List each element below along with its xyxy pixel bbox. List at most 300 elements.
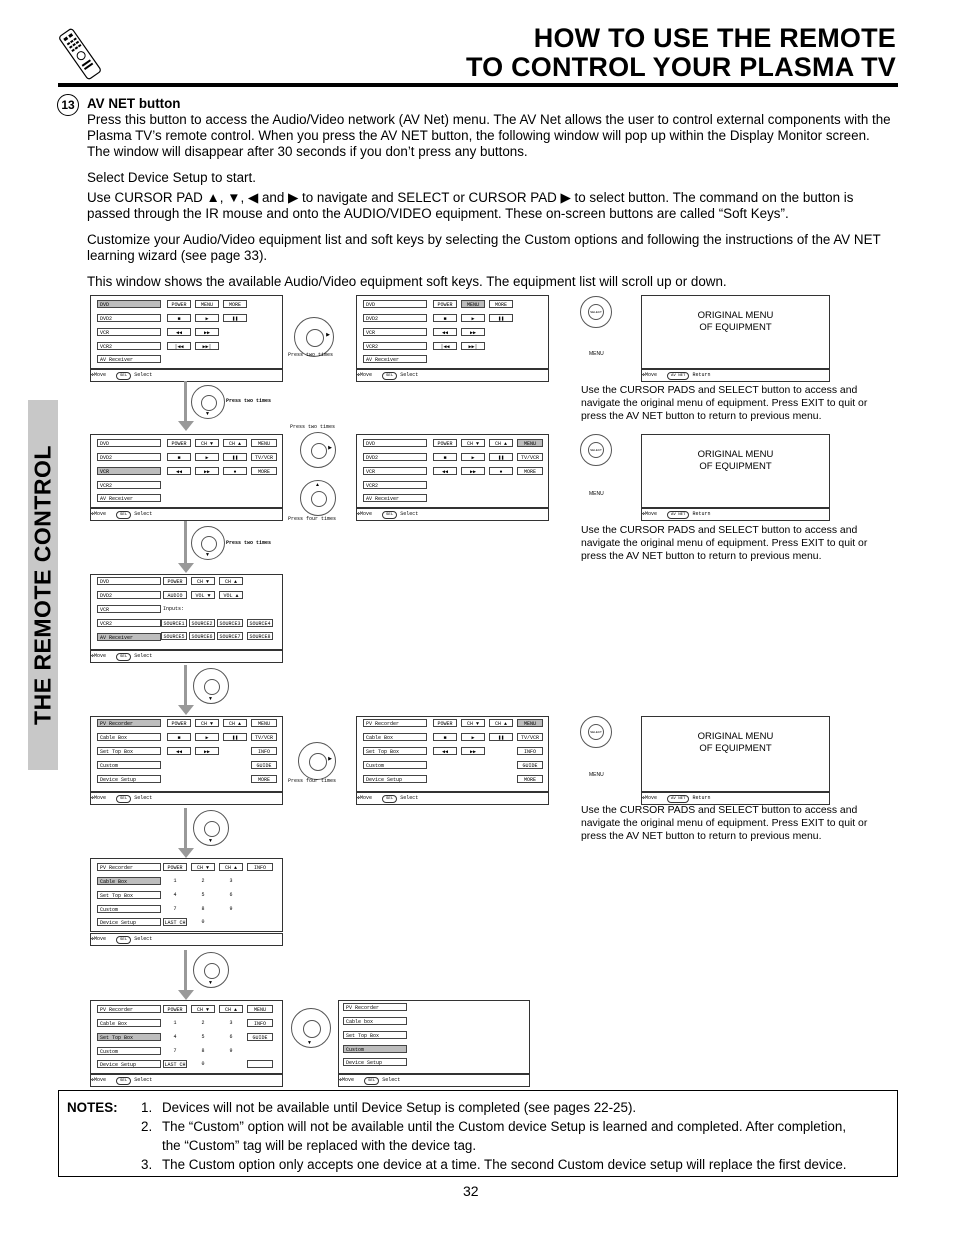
device-row[interactable] xyxy=(97,1047,161,1055)
return-label: Return xyxy=(692,511,711,517)
screen-9-footer: ✥Move SEL Select xyxy=(90,1074,283,1087)
ch-up-softkey[interactable]: CH ▲ xyxy=(219,577,243,585)
flow-arrow xyxy=(178,563,194,573)
note-1-text: Devices will not be available until Device Setup is completed (see pages 22-25). xyxy=(162,1100,637,1115)
device-row[interactable] xyxy=(97,918,161,926)
para-5: This window shows the available Audio/Video equipment soft keys. The equipment list will scroll up or down. xyxy=(87,274,727,289)
guide-softkey[interactable]: GUIDE xyxy=(247,1033,273,1041)
device-row[interactable] xyxy=(97,761,161,769)
number-7-softkey[interactable]: 7 xyxy=(173,1048,177,1054)
device-label: AV Receiver xyxy=(366,357,400,363)
device-label: Device Setup xyxy=(100,777,137,783)
menu-softkey[interactable]: MENU xyxy=(251,439,277,447)
last-ch-softkey[interactable]: LAST CH xyxy=(164,1062,186,1068)
device-row[interactable] xyxy=(343,1003,407,1011)
avnet-key: AV NET xyxy=(667,372,689,380)
info-softkey[interactable]: INFO xyxy=(517,747,543,755)
tvvcr-softkey[interactable]: TV/VCR xyxy=(517,453,543,461)
screen-8-footer: ✥Move SEL Select xyxy=(90,933,283,946)
sel-key: SEL xyxy=(382,372,397,380)
press-two-times-label: Press two times xyxy=(226,398,272,404)
device-row[interactable] xyxy=(97,314,161,322)
select-button-label: SELECT xyxy=(588,442,604,458)
last-ch-softkey[interactable]: LAST CH xyxy=(164,920,186,926)
ffwd-softkey[interactable]: ▶▶ xyxy=(195,467,219,475)
move-label: Move xyxy=(645,795,658,801)
device-row[interactable] xyxy=(363,355,427,363)
pause-softkey[interactable]: ❚❚ xyxy=(223,453,247,461)
device-label: Device Setup xyxy=(346,1060,383,1066)
original-menu-label: ORIGINAL MENU xyxy=(697,310,774,321)
ch-down-softkey[interactable]: CH ▼ xyxy=(461,439,485,447)
side-tab xyxy=(28,400,58,770)
rewind-softkey[interactable]: ◀◀ xyxy=(167,328,191,336)
ch-down-softkey[interactable]: CH ▼ xyxy=(195,719,219,727)
power-softkey[interactable]: POWER xyxy=(167,300,191,308)
blank-softkey[interactable] xyxy=(247,1060,273,1068)
device-row[interactable] xyxy=(97,453,161,461)
source7-softkey[interactable]: SOURCE7 xyxy=(217,632,243,640)
power-softkey[interactable]: POWER xyxy=(163,1005,187,1013)
cursor-note-3: Use the CURSOR PADS and SELECT button to access and navigate the original menu of equipment. Press EXIT to quit or press the AV NET button to return to previous menu. xyxy=(581,805,868,842)
rewind-softkey[interactable]: ◀◀ xyxy=(433,747,457,755)
device-label: Cable Box xyxy=(100,1021,128,1027)
screen-6 xyxy=(90,716,283,792)
device-row[interactable] xyxy=(363,775,427,783)
select-label: Select xyxy=(134,1077,153,1083)
play-softkey[interactable]: ▶ xyxy=(195,733,219,741)
flow-arrow xyxy=(178,990,194,1000)
vol-down-softkey[interactable]: VOL ▼ xyxy=(191,591,215,599)
cursor-note-2: Use the CURSOR PADS and SELECT button to access and navigate the original menu of equipment. Press EXIT to quit or press the AV NET button to return to previous menu. xyxy=(581,525,868,562)
audio-softkey[interactable]: AUDIO xyxy=(163,591,187,599)
move-label: Move xyxy=(360,795,373,801)
more-softkey[interactable]: MORE xyxy=(489,300,513,308)
cursor-pad: ▶ xyxy=(294,317,334,357)
ch-up-softkey[interactable]: CH ▲ xyxy=(489,719,513,727)
device-label: Set Top Box xyxy=(100,749,134,755)
sel-key: SEL xyxy=(116,511,131,519)
device-label: VCR2 xyxy=(100,483,113,489)
screen-1 xyxy=(90,295,283,369)
device-row[interactable] xyxy=(97,747,161,755)
device-label: PV Recorder xyxy=(366,721,400,727)
of-equipment-label: OF EQUIPMENT xyxy=(699,461,772,472)
device-row[interactable] xyxy=(363,439,427,447)
ch-up-softkey[interactable]: CH ▲ xyxy=(219,1005,243,1013)
next-softkey[interactable]: ▶▶| xyxy=(461,342,485,350)
original-menu-label: ORIGINAL MENU xyxy=(697,731,774,742)
device-row[interactable] xyxy=(343,1031,407,1039)
device-label: VCR xyxy=(100,330,110,336)
device-row[interactable] xyxy=(97,577,161,585)
cursor-pad: ▼ xyxy=(191,526,225,560)
move-label: Move xyxy=(360,372,373,378)
pause-softkey[interactable]: ❚❚ xyxy=(489,314,513,322)
sel-key: SEL xyxy=(116,653,131,661)
device-label: DVD xyxy=(366,441,376,447)
note-2-text-a: The “Custom” option will not be available until the Custom device Setup is learned and completed. After completion, xyxy=(162,1119,847,1134)
device-row[interactable] xyxy=(97,328,161,336)
play-softkey[interactable]: ▶ xyxy=(195,453,219,461)
device-label: DVD xyxy=(100,302,110,308)
prev-softkey[interactable]: |◀◀ xyxy=(433,342,457,350)
next-softkey[interactable]: ▶▶| xyxy=(195,342,219,350)
move-label: Move xyxy=(94,511,107,517)
page-number: 32 xyxy=(463,1183,479,1199)
ffwd-softkey[interactable]: ▶▶ xyxy=(195,328,219,336)
source5-softkey[interactable]: SOURCE5 xyxy=(161,632,187,640)
info-softkey[interactable]: INFO xyxy=(247,863,273,871)
more-softkey[interactable]: MORE xyxy=(517,775,543,783)
device-row[interactable] xyxy=(97,1005,161,1013)
ffwd-softkey[interactable]: ▶▶ xyxy=(195,747,219,755)
sel-key: SEL xyxy=(116,795,131,803)
flow-arrow xyxy=(178,848,194,858)
device-row[interactable] xyxy=(97,633,161,641)
power-softkey[interactable]: POWER xyxy=(167,719,191,727)
note-3-number: 3. xyxy=(141,1157,153,1172)
more-softkey[interactable]: MORE xyxy=(251,467,277,475)
number-1-softkey[interactable]: 1 xyxy=(173,878,177,884)
cursor-pad: ▼ xyxy=(193,952,229,988)
power-softkey[interactable]: POWER xyxy=(433,300,457,308)
device-label: AV Receiver xyxy=(100,635,134,641)
ch-up-softkey[interactable]: CH ▲ xyxy=(223,719,247,727)
select-label: Select xyxy=(134,936,153,942)
device-row[interactable] xyxy=(363,733,427,741)
device-row[interactable] xyxy=(97,863,161,871)
note-1-number: 1. xyxy=(141,1100,153,1115)
power-softkey[interactable]: POWER xyxy=(163,577,187,585)
device-label: Cable Box xyxy=(100,735,128,741)
flow-line xyxy=(184,950,187,992)
move-label: Move xyxy=(94,795,107,801)
more-softkey[interactable]: MORE xyxy=(223,300,247,308)
device-row[interactable] xyxy=(97,481,161,489)
more-softkey[interactable]: MORE xyxy=(517,467,543,475)
device-label: AV Receiver xyxy=(100,357,134,363)
device-label: VCR xyxy=(100,607,110,613)
select-label: Select xyxy=(134,372,153,378)
select-label: Select xyxy=(400,372,419,378)
device-label: Cable Box xyxy=(100,879,128,885)
info-softkey[interactable]: INFO xyxy=(247,1019,273,1027)
device-row[interactable] xyxy=(363,328,427,336)
rewind-softkey[interactable]: ◀◀ xyxy=(167,747,191,755)
original-menu-footer: ✥Move AV NET Return xyxy=(641,508,830,521)
ch-down-softkey[interactable]: CH ▼ xyxy=(191,1005,215,1013)
device-row[interactable] xyxy=(363,481,427,489)
device-label: VCR2 xyxy=(100,344,113,350)
move-label: Move xyxy=(94,372,107,378)
screen-8 xyxy=(90,858,283,932)
device-label: Set Top Box xyxy=(100,893,134,899)
ffwd-softkey[interactable]: ▶▶ xyxy=(461,747,485,755)
device-row[interactable] xyxy=(97,342,161,350)
pause-softkey[interactable]: ❚❚ xyxy=(489,733,513,741)
stop-softkey[interactable]: ■ xyxy=(433,453,457,461)
source2-softkey[interactable]: SOURCE2 xyxy=(189,619,215,627)
return-label: Return xyxy=(692,795,711,801)
stop-softkey[interactable]: ■ xyxy=(167,314,191,322)
play-softkey[interactable]: ▶ xyxy=(461,314,485,322)
menu-softkey[interactable]: MENU xyxy=(251,719,277,727)
rewind-softkey[interactable]: ◀◀ xyxy=(167,467,191,475)
cursor-pad: ▶ xyxy=(300,432,336,468)
menu-button-label: MENU xyxy=(589,491,604,497)
pause-softkey[interactable]: ❚❚ xyxy=(223,733,247,741)
stop-softkey[interactable]: ■ xyxy=(433,314,457,322)
source6-softkey[interactable]: SOURCE6 xyxy=(189,632,215,640)
device-row[interactable] xyxy=(97,1019,161,1027)
select-label: Select xyxy=(400,511,419,517)
number-3-softkey[interactable]: 3 xyxy=(229,1020,233,1026)
play-softkey[interactable]: ▶ xyxy=(195,314,219,322)
device-label: DVD xyxy=(100,579,110,585)
ffwd-softkey[interactable]: ▶▶ xyxy=(461,328,485,336)
select-button-label: SELECT xyxy=(588,724,604,740)
device-row[interactable] xyxy=(363,314,427,322)
device-label: PV Recorder xyxy=(346,1005,380,1011)
screen-1-footer: ✥Move SEL Select xyxy=(90,369,283,382)
inputs-label: Inputs: xyxy=(163,606,185,612)
avnet-key: AV NET xyxy=(667,511,689,519)
device-label: Set Top Box xyxy=(100,1035,134,1041)
device-row[interactable] xyxy=(97,905,161,913)
press-four-times-label: Press four times xyxy=(288,778,337,784)
sel-key: SEL xyxy=(116,936,131,944)
device-row[interactable] xyxy=(97,619,161,627)
device-label: PV Recorder xyxy=(100,721,134,727)
press-two-times-label: Press two times xyxy=(226,540,272,546)
number-1-softkey[interactable]: 1 xyxy=(173,1020,177,1026)
device-row[interactable] xyxy=(97,605,161,613)
cursor-pad: ▶ xyxy=(298,742,336,780)
press-four-times-label: Press four times xyxy=(288,516,337,522)
stop-softkey[interactable]: ■ xyxy=(167,453,191,461)
device-row[interactable] xyxy=(97,467,161,475)
rewind-softkey[interactable]: ◀◀ xyxy=(433,467,457,475)
cursor-pad: ▼ xyxy=(191,385,225,419)
device-row[interactable] xyxy=(363,747,427,755)
info-softkey[interactable]: INFO xyxy=(251,747,277,755)
device-label: VCR2 xyxy=(100,621,113,627)
device-row[interactable] xyxy=(363,342,427,350)
device-row[interactable] xyxy=(97,591,161,599)
select-button-icon xyxy=(580,296,612,328)
press-two-times-label: Press two times xyxy=(290,424,336,430)
more-softkey[interactable]: MORE xyxy=(251,775,277,783)
screen-9 xyxy=(90,1000,283,1074)
power-softkey[interactable]: POWER xyxy=(433,439,457,447)
device-label: Set Top Box xyxy=(366,749,400,755)
device-row[interactable] xyxy=(97,439,161,447)
sel-key: SEL xyxy=(382,511,397,519)
screen-10-footer: ✥Move SEL Select xyxy=(338,1074,530,1087)
move-label: Move xyxy=(94,1077,107,1083)
stop-softkey[interactable]: ■ xyxy=(433,733,457,741)
power-softkey[interactable]: POWER xyxy=(163,863,187,871)
cursor-pad: ▼ xyxy=(193,810,229,846)
flow-arrow xyxy=(178,421,194,431)
ch-up-softkey[interactable]: CH ▲ xyxy=(223,439,247,447)
section-intro xyxy=(87,96,895,160)
screen-4-footer: ✥Move SEL Select xyxy=(356,508,549,521)
number-4-softkey[interactable]: 4 xyxy=(173,1034,177,1040)
flow-line xyxy=(184,521,187,565)
para-1: Press this button to access the Audio/Video network (AV Net) menu. The AV Net allows the user to control external components with the Plasma TV’s remote control. When you press the AV NET button, the following window will pop up within the Display Monitor screen. The window will disappear after 30 seconds if you don’t press any buttons. xyxy=(87,112,891,159)
cursor-pad: ▼ xyxy=(291,1008,331,1048)
device-label: VCR xyxy=(366,330,376,336)
number-2-softkey[interactable]: 2 xyxy=(201,1020,205,1026)
number-6-softkey[interactable]: 6 xyxy=(229,892,233,898)
screen-2 xyxy=(356,295,549,369)
number-3-softkey[interactable]: 3 xyxy=(229,878,233,884)
device-row[interactable] xyxy=(97,300,161,308)
device-row[interactable] xyxy=(363,719,427,727)
number-4-softkey[interactable]: 4 xyxy=(173,892,177,898)
menu-button-label: MENU xyxy=(589,351,604,357)
select-button-icon xyxy=(580,716,612,748)
ch-down-softkey[interactable]: CH ▼ xyxy=(461,719,485,727)
device-row[interactable] xyxy=(363,494,427,502)
number-2-softkey[interactable]: 2 xyxy=(201,878,205,884)
number-0-softkey[interactable]: 0 xyxy=(201,919,205,925)
ch-down-softkey[interactable]: CH ▼ xyxy=(195,439,219,447)
device-row[interactable] xyxy=(97,1060,161,1068)
device-label: VCR2 xyxy=(366,344,379,350)
select-label: Select xyxy=(134,795,153,801)
number-5-softkey[interactable]: 5 xyxy=(201,1034,205,1040)
ch-up-softkey[interactable]: CH ▲ xyxy=(489,439,513,447)
menu-button-label: MENU xyxy=(589,772,604,778)
original-menu-panel xyxy=(641,716,830,792)
device-label: Custom xyxy=(100,907,119,913)
select-button-icon xyxy=(580,434,612,466)
device-label: Custom xyxy=(100,763,119,769)
power-softkey[interactable]: POWER xyxy=(167,439,191,447)
press-two-times-label: Press two times xyxy=(288,352,334,358)
device-row[interactable] xyxy=(343,1058,407,1066)
menu-softkey[interactable]: MENU xyxy=(517,439,543,447)
ch-up-softkey[interactable]: CH ▲ xyxy=(219,863,243,871)
power-softkey[interactable]: POWER xyxy=(433,719,457,727)
device-row[interactable] xyxy=(97,877,161,885)
device-row[interactable] xyxy=(363,300,427,308)
device-label: DVD xyxy=(366,302,376,308)
screen-3 xyxy=(90,434,283,508)
tvvcr-softkey[interactable]: TV/VCR xyxy=(251,733,277,741)
cursor-pad: ▼ xyxy=(193,668,229,704)
device-row[interactable] xyxy=(343,1017,407,1025)
of-equipment-label: OF EQUIPMENT xyxy=(699,322,772,333)
prev-softkey[interactable]: |◀◀ xyxy=(167,342,191,350)
move-label: Move xyxy=(645,372,658,378)
device-row[interactable] xyxy=(97,719,161,727)
device-row[interactable] xyxy=(97,1033,161,1041)
number-9-softkey[interactable]: 9 xyxy=(229,1048,233,1054)
stop-softkey[interactable]: ■ xyxy=(167,733,191,741)
number-8-softkey[interactable]: 8 xyxy=(201,906,205,912)
number-9-softkey[interactable]: 9 xyxy=(229,906,233,912)
number-5-softkey[interactable]: 5 xyxy=(201,892,205,898)
select-label: Select xyxy=(134,511,153,517)
device-label: DVD2 xyxy=(366,455,379,461)
device-row[interactable] xyxy=(97,891,161,899)
screen-7-footer: ✥Move SEL Select xyxy=(356,792,549,805)
device-label: DVD2 xyxy=(100,316,113,322)
title-line-2: TO CONTROL YOUR PLASMA TV xyxy=(465,52,896,82)
menu-softkey[interactable]: MENU xyxy=(461,300,485,308)
sel-key: SEL xyxy=(364,1077,379,1085)
source3-softkey[interactable]: SOURCE3 xyxy=(217,619,243,627)
number-0-softkey[interactable]: 0 xyxy=(201,1061,205,1067)
ffwd-softkey[interactable]: ▶▶ xyxy=(461,467,485,475)
tvvcr-softkey[interactable]: TV/VCR xyxy=(517,733,543,741)
select-label: Select xyxy=(382,1077,401,1083)
device-row[interactable] xyxy=(97,355,161,363)
menu-softkey[interactable]: MENU xyxy=(247,1005,273,1013)
guide-softkey[interactable]: GUIDE xyxy=(251,761,277,769)
device-label: DVD2 xyxy=(366,316,379,322)
device-row[interactable] xyxy=(363,467,427,475)
flow-line xyxy=(184,808,187,850)
select-label: Select xyxy=(134,653,153,659)
source8-softkey[interactable]: SOURCE8 xyxy=(247,632,273,640)
device-row[interactable] xyxy=(97,494,161,502)
device-label: Cable Box xyxy=(366,735,394,741)
screen-3-footer: ✥Move SEL Select xyxy=(90,508,283,521)
record-softkey[interactable]: ● xyxy=(223,467,247,475)
ch-down-softkey[interactable]: CH ▼ xyxy=(191,577,215,585)
screen-5 xyxy=(90,574,283,650)
device-label: VCR2 xyxy=(366,483,379,489)
vol-up-softkey[interactable]: VOL ▲ xyxy=(219,591,243,599)
pause-softkey[interactable]: ❚❚ xyxy=(489,453,513,461)
number-7-softkey[interactable]: 7 xyxy=(173,906,177,912)
device-label: DVD2 xyxy=(100,593,113,599)
number-6-softkey[interactable]: 6 xyxy=(229,1034,233,1040)
device-row[interactable] xyxy=(363,453,427,461)
guide-softkey[interactable]: GUIDE xyxy=(517,761,543,769)
number-8-softkey[interactable]: 8 xyxy=(201,1048,205,1054)
source1-softkey[interactable]: SOURCE1 xyxy=(161,619,187,627)
ch-down-softkey[interactable]: CH ▼ xyxy=(191,863,215,871)
menu-softkey[interactable]: MENU xyxy=(195,300,219,308)
original-menu-footer: ✥Move AV NET Return xyxy=(641,792,830,805)
screen-7 xyxy=(356,716,549,792)
device-row[interactable] xyxy=(97,775,161,783)
pause-softkey[interactable]: ❚❚ xyxy=(223,314,247,322)
menu-softkey[interactable]: MENU xyxy=(517,719,543,727)
device-label: Custom xyxy=(100,1049,119,1055)
device-row[interactable] xyxy=(343,1045,407,1053)
screen-10 xyxy=(338,1000,530,1074)
record-softkey[interactable]: ● xyxy=(489,467,513,475)
play-softkey[interactable]: ▶ xyxy=(461,453,485,461)
flow-arrow xyxy=(178,705,194,715)
para-4: Customize your Audio/Video equipment list and soft keys by selecting the Custom options and following the instructions of the AV NET learning wizard (see page 33). xyxy=(87,232,881,263)
rewind-softkey[interactable]: ◀◀ xyxy=(433,328,457,336)
source4-softkey[interactable]: SOURCE4 xyxy=(247,619,273,627)
header-rule xyxy=(58,83,898,87)
device-row[interactable] xyxy=(363,761,427,769)
tvvcr-softkey[interactable]: TV/VCR xyxy=(251,453,277,461)
device-row[interactable] xyxy=(97,733,161,741)
play-softkey[interactable]: ▶ xyxy=(461,733,485,741)
return-label: Return xyxy=(692,372,711,378)
